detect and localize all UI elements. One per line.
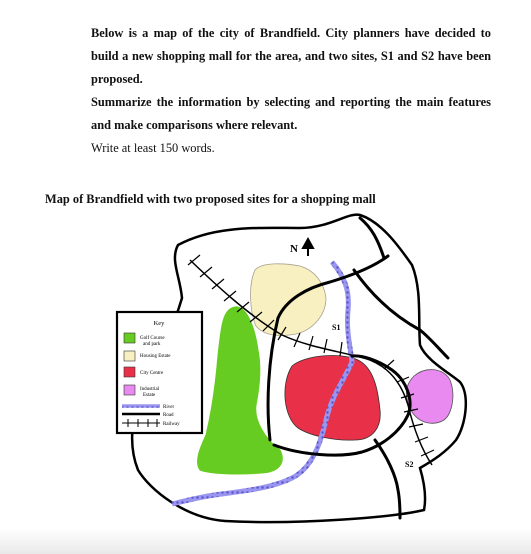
key-swatch-golf	[124, 333, 135, 343]
north-label: N	[290, 243, 298, 255]
key-label-housing: Housing Estate	[140, 354, 171, 359]
key-label-golf-line2: and park	[143, 342, 161, 347]
map-key	[117, 312, 202, 433]
site-s1-label: S1	[332, 323, 341, 332]
prompt-paragraph-3: Write at least 150 words.	[91, 141, 215, 155]
prompt-paragraph-1: Below is a map of the city of Brandfield. City planners have decided to build a new shopping mall for the area, and two sites, S1 and S2 have been proposed.	[91, 26, 491, 86]
key-title: Key	[153, 320, 165, 327]
bottom-shadow	[0, 528, 531, 554]
prompt-paragraph-2: Summarize the information by selecting and reporting the main features and make comparisons where relevant.	[91, 95, 491, 132]
key-label-road: Road	[163, 413, 174, 418]
site-s2-label: S2	[405, 460, 414, 469]
key-label-railway: Railway	[163, 422, 180, 427]
key-label-city-centre: City Centre	[140, 371, 164, 376]
key-swatch-industrial	[124, 385, 135, 395]
key-label-river: River	[163, 405, 175, 410]
key-swatch-housing	[124, 351, 135, 361]
key-label-industrial-line2: Estate	[143, 393, 156, 398]
key-label-industrial-line1: Industrial	[140, 387, 160, 392]
key-label-golf-line1: Golf Course	[140, 336, 165, 341]
key-swatch-city-centre	[124, 367, 135, 377]
map-title: Map of Brandfield with two proposed sites for a shopping mall	[45, 192, 376, 206]
